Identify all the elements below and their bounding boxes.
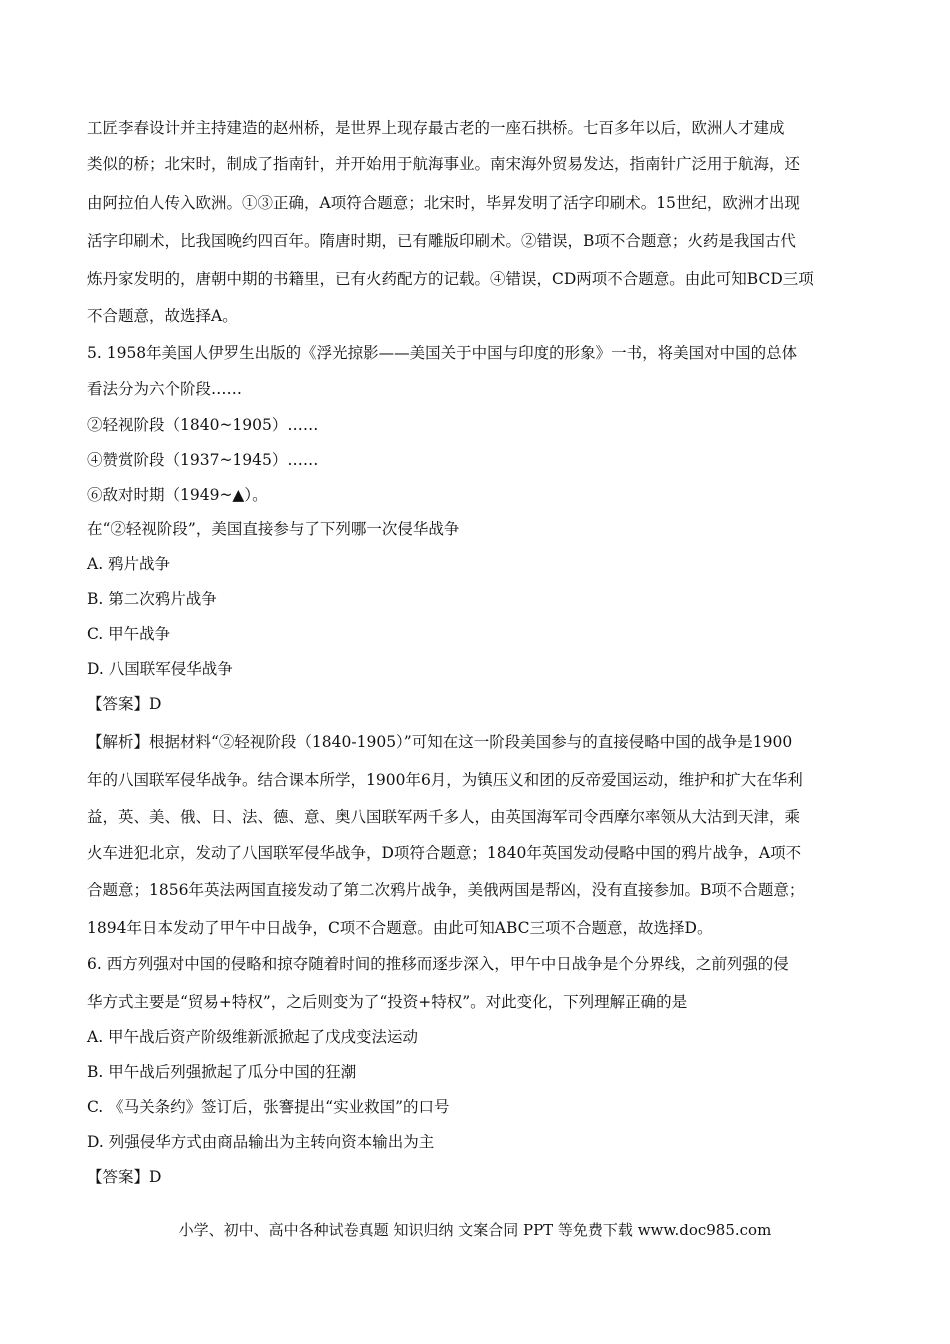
option-c: C. 甲午战争: [87, 625, 171, 643]
analysis-line: 合题意；1856年英法两国直接发动了第二次鸦片战争，美俄两国是帮凶，没有直接参加。B项不合题意；: [87, 881, 805, 899]
page-footer: 小学、初中、高中各种试卷真题 知识归纳 文案合同 PPT 等免费下载 www.doc985.com: [178, 1221, 772, 1239]
analysis-line: 【解析】根据材料“②轻视阶段（1840-1905）”可知在这一阶段美国参与的直接侵略中国的战争是1900: [87, 733, 793, 751]
stage-item: ⑥敌对时期（1949~▲）。: [87, 486, 268, 504]
answer-label: 【答案】D: [87, 695, 162, 713]
question-6-stem: 华方式主要是“贸易+特权”，之后则变为了“投资+特权”。对此变化，下列理解正确的是: [87, 993, 688, 1011]
analysis-line: 益，英、美、俄、日、法、德、意、奥八国联军两千多人，由英国海军司令西摩尔率领从大沽到天津，乘: [87, 808, 801, 826]
option-b: B. 甲午战后列强掀起了瓜分中国的狂潮: [87, 1063, 357, 1081]
question-5-prompt: 在“②轻视阶段”，美国直接参与了下列哪一次侵华战争: [87, 520, 460, 538]
text-line: 类似的桥；北宋时，制成了指南针，并开始用于航海事业。南宋海外贸易发达，指南针广泛用于航海，还: [87, 155, 801, 173]
option-d: D. 八国联军侵华战争: [87, 660, 233, 678]
text-line: 由阿拉伯人传入欧洲。①③正确，A项符合题意；北宋时，毕昇发明了活字印刷术。15世纪，欧洲才出现: [87, 194, 800, 212]
option-a: A. 甲午战后资产阶级维新派掀起了戊戌变法运动: [87, 1028, 419, 1046]
stage-item: ④赞赏阶段（1937~1945）……: [87, 451, 319, 469]
analysis-line: 年的八国联军侵华战争。结合课本所学，1900年6月，为镇压义和团的反帝爱国运动，维护和扩大在华利: [87, 771, 803, 789]
answer-label: 【答案】D: [87, 1168, 162, 1186]
question-5-stem: 5. 1958年美国人伊罗生出版的《浮光掠影——美国关于中国与印度的形象》一书，将美国对中国的总体: [87, 344, 798, 362]
option-b: B. 第二次鸦片战争: [87, 590, 217, 608]
option-a: A. 鸦片战争: [87, 555, 171, 573]
text-line: 炼丹家发明的，唐朝中期的书籍里，已有火药配方的记载。④错误，CD两项不合题意。由此可知BCD三项: [87, 270, 814, 288]
analysis-line: 1894年日本发动了甲午中日战争，C项不合题意。由此可知ABC三项不合题意，故选择D。: [87, 919, 713, 937]
text-line: 活字印刷术，比我国晚约四百年。隋唐时期，已有雕版印刷术。②错误，B项不合题意；火药是我国古代: [87, 232, 796, 250]
text-line: 不合题意，故选择A。: [87, 307, 238, 325]
option-d: D. 列强侵华方式由商品输出为主转向资本输出为主: [87, 1133, 435, 1151]
analysis-line: 火车进犯北京，发动了八国联军侵华战争，D项符合题意；1840年英国发动侵略中国的鸦片战争，A项不: [87, 844, 802, 862]
question-5-stem: 看法分为六个阶段……: [87, 380, 243, 398]
text-line: 工匠李春设计并主持建造的赵州桥，是世界上现存最古老的一座石拱桥。七百多年以后，欧洲人才建成: [87, 119, 785, 137]
option-c: C. 《马关条约》签订后，张謇提出“实业救国”的口号: [87, 1098, 450, 1116]
stage-item: ②轻视阶段（1840~1905）……: [87, 416, 319, 434]
question-6-stem: 6. 西方列强对中国的侵略和掠夺随着时间的推移而逐步深入，甲午中日战争是个分界线，之前列强的侵: [87, 955, 789, 973]
